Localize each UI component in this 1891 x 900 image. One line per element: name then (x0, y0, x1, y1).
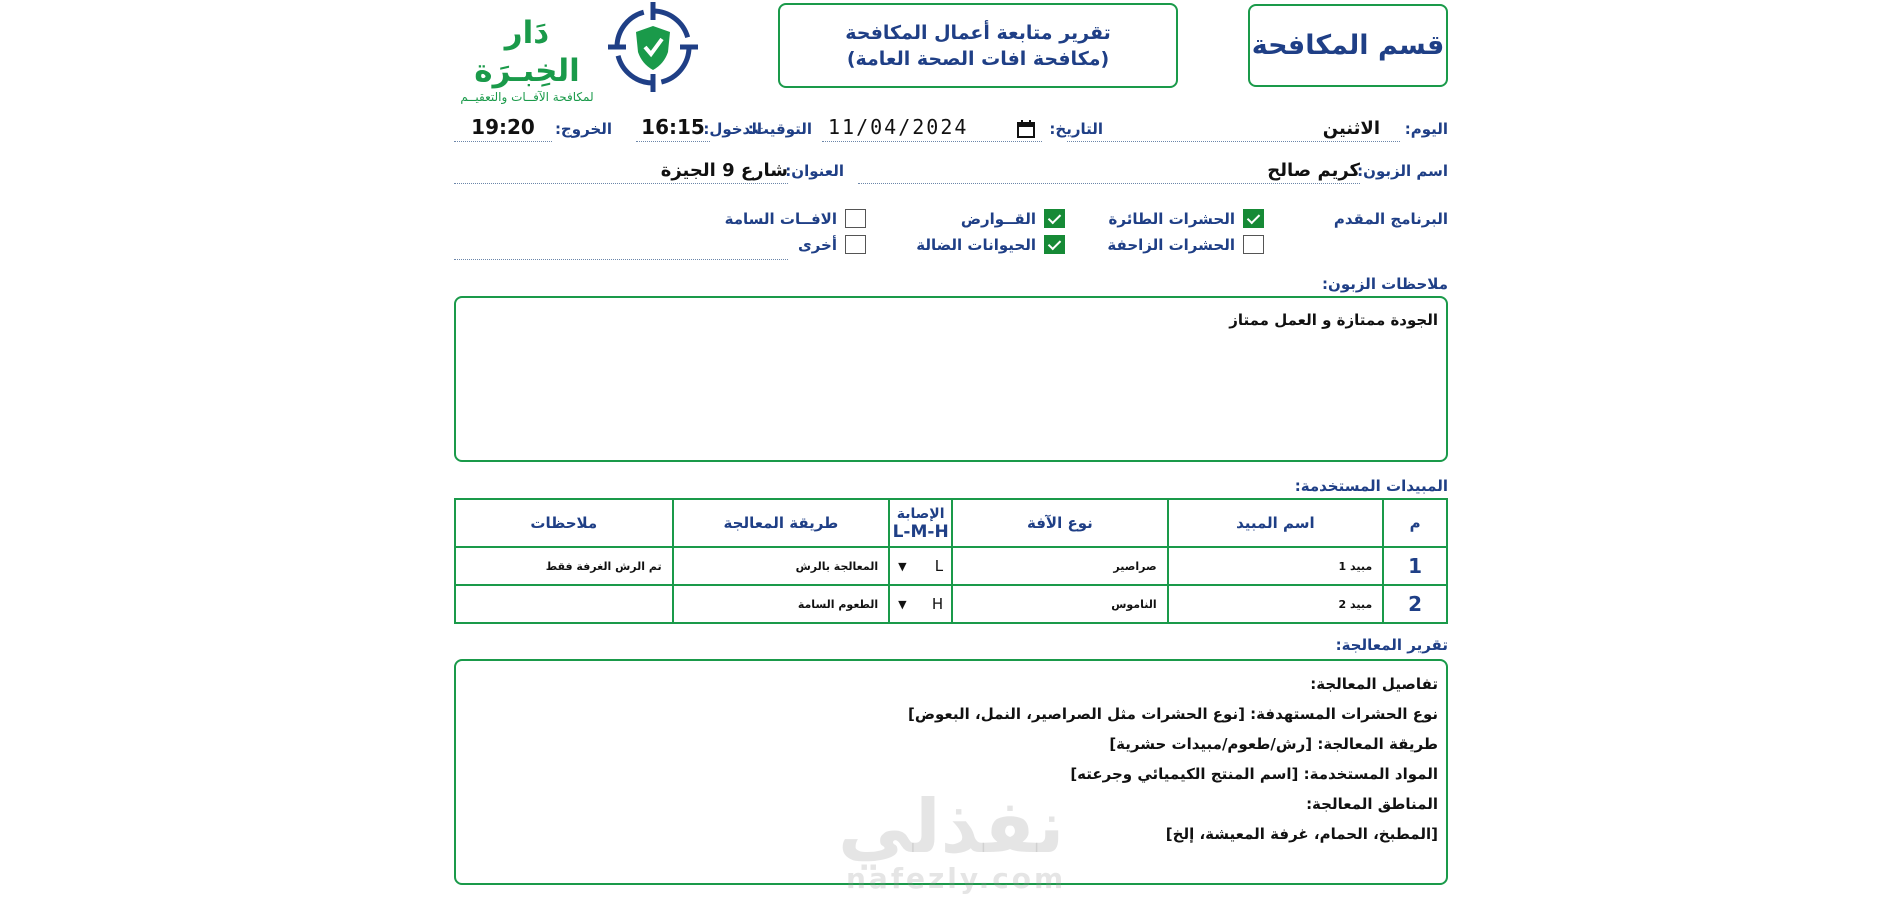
watermark-arabic: نفذلي (838, 784, 1065, 870)
program-label: البرنامج المقدم (1333, 210, 1448, 228)
logo-tagline: لمكافحة الآفــات والتعقيــم (460, 90, 594, 104)
report-title-line2: (مكافحة افات الصحة العامة) (846, 47, 1110, 70)
col-method-header: طريقة المعالجة (673, 499, 890, 547)
chevron-down-icon: ▼ (898, 559, 907, 573)
program-other[interactable]: أخرى (798, 235, 866, 254)
exit-time-value: 19:20 (471, 115, 535, 139)
customer-name-field[interactable] (858, 154, 1360, 184)
date-value: 11/04/2024 (828, 115, 969, 139)
calendar-icon[interactable] (1016, 119, 1036, 139)
report-line: تفاصيل المعالجة: (1310, 675, 1438, 693)
shield-crosshair-icon (608, 2, 698, 92)
table-row (455, 547, 1447, 585)
department-title: قسم المكافحة (1251, 30, 1445, 61)
treatment-report-label: تقرير المعالجة: (1335, 636, 1448, 654)
watermark-latin: nafezly.com (846, 862, 1067, 895)
report-line: المناطق المعالجة: (1306, 795, 1438, 813)
program-stray-animals[interactable]: الحيوانات الضالة (916, 235, 1065, 254)
date-input[interactable] (822, 112, 1042, 142)
col-name-header: اسم المبيد (1168, 499, 1384, 547)
checkbox-flying-insects[interactable] (1243, 209, 1264, 228)
row-num: 1 (1383, 547, 1447, 585)
report-title-box (778, 3, 1178, 88)
address-field[interactable] (454, 154, 788, 184)
report-title-line1: تقرير متابعة أعمال المكافحة (845, 21, 1111, 44)
customer-notes-text: الجودة ممتازة و العمل ممتاز (1229, 311, 1438, 329)
program-toxic-pests[interactable]: الافــات السامة (725, 209, 866, 228)
notes-input[interactable] (455, 585, 673, 623)
department-title-box (1248, 4, 1448, 87)
report-line: [المطبخ، الحمام، غرفة المعيشة، إلخ] (1165, 825, 1438, 843)
col-infestation-header: الإصابة L-M-H (889, 499, 952, 547)
pesticide-name-input[interactable]: مبيد 2 (1168, 585, 1384, 623)
checkbox-stray-animals[interactable] (1044, 235, 1065, 254)
customer-notes-textarea[interactable] (454, 296, 1448, 462)
address-value: شارع 9 الجيزة (660, 160, 788, 181)
col-pest-header: نوع الآفة (952, 499, 1168, 547)
logo-name: دَار الخِبـرَة (474, 15, 580, 89)
time-label: التوقيت: (747, 120, 812, 138)
customer-label: اسم الزبون: (1357, 162, 1448, 180)
entry-time-value: 16:15 (641, 115, 705, 139)
col-num-header: م (1383, 499, 1447, 547)
table-row (455, 585, 1447, 623)
row-num: 2 (1383, 585, 1447, 623)
day-label: اليوم: (1404, 120, 1448, 138)
customer-name-value: كريم صالح (1267, 160, 1360, 181)
report-page (454, 0, 1448, 900)
pesticide-name-input[interactable]: مبيد 1 (1168, 547, 1384, 585)
pest-type-input[interactable]: الناموس (952, 585, 1168, 623)
day-field[interactable] (1067, 112, 1400, 142)
date-label: التاريخ: (1049, 120, 1103, 138)
customer-notes-label: ملاحظات الزبون: (1322, 275, 1448, 293)
report-line: المواد المستخدمة: [اسم المنتج الكيميائي وجرعته] (1070, 765, 1438, 783)
infestation-select[interactable]: H ▼ (889, 585, 952, 623)
method-input[interactable]: الطعوم السامة (673, 585, 890, 623)
pesticides-table (454, 498, 1448, 624)
pest-type-input[interactable]: صراصير (952, 547, 1168, 585)
pesticides-label: المبيدات المستخدمة: (1294, 477, 1448, 495)
exit-label: الخروج: (554, 120, 612, 138)
program-flying-insects[interactable]: الحشرات الطائرة (1109, 209, 1264, 228)
report-line: نوع الحشرات المستهدفة: [نوع الحشرات مثل الصراصير، النمل، البعوض] (907, 705, 1438, 723)
chevron-down-icon: ▼ (898, 597, 907, 611)
checkbox-rodents[interactable] (1044, 209, 1065, 228)
checkbox-crawling-insects[interactable] (1243, 235, 1264, 254)
entry-time-field[interactable] (636, 112, 710, 142)
exit-time-field[interactable] (454, 112, 552, 142)
company-logo (453, 0, 698, 104)
infestation-select[interactable]: L ▼ (889, 547, 952, 585)
report-line: طريقة المعالجة: [رش/طعوم/مبيدات حشرية] (1109, 735, 1438, 753)
notes-input[interactable]: تم الرش الغرفة فقط (455, 547, 673, 585)
col-notes-header: ملاحظات (455, 499, 673, 547)
entry-label: الدخول: (703, 120, 762, 138)
method-input[interactable]: المعالجة بالرش (673, 547, 890, 585)
address-label: العنوان: (785, 162, 844, 180)
day-value: الاثنين (1322, 118, 1380, 139)
checkbox-other[interactable] (845, 235, 866, 254)
checkbox-toxic-pests[interactable] (845, 209, 866, 228)
other-program-field[interactable] (454, 230, 788, 260)
table-header-row (455, 499, 1447, 547)
program-crawling-insects[interactable]: الحشرات الزاحفة (1107, 235, 1264, 254)
program-rodents[interactable]: القــوارض (961, 209, 1065, 228)
